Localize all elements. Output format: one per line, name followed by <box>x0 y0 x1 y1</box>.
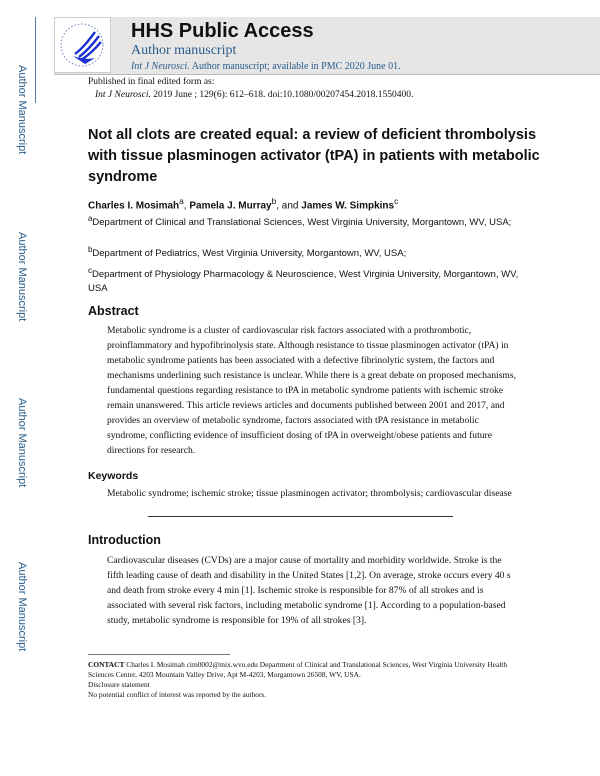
hhs-header <box>54 17 600 75</box>
introduction-text: Cardiovascular diseases (CVDs) are a major cause of mortality and morbidity worldwide. Stroke is the fifth leading cause of death and disability in the United States [1,2]. On average, stroke occurs every 40 s and death from stroke every 4 min [1]. Ischemic stroke is responsible for 87% of all strokes and is associated with several risk factors, including metabolic syndrome [1]. According to a population-based study, metabolic syndrome is responsible for 19% of all strokes [3]. <box>107 555 511 626</box>
aff-text: Department of Physiology Pharmacology & Neuroscience, West Virginia University, Morgantown, WV, USA <box>88 269 519 295</box>
author-sup: c <box>394 196 399 206</box>
sidebar-rule <box>35 17 36 103</box>
availability-text: Author manuscript; available in PMC 2020 June 01. <box>189 61 401 72</box>
author-list <box>88 196 398 211</box>
contact-footnote <box>88 660 528 680</box>
keywords-heading: Keywords <box>88 470 139 482</box>
author-sep: , <box>183 200 190 212</box>
affiliation <box>88 245 528 259</box>
author-name: James W. Simpkins <box>301 200 395 212</box>
author-name: Charles I. Mosimah <box>88 200 180 212</box>
abstract-text: Metabolic syndrome is a cluster of cardiovascular risk factors associated with a prothrombotic, proinflammatory and hypofibrinolysis state. Although resistance to tissue plasminogen activator (tPA) in metabolic syndrome patients has been associated with a defective fibrinolytic system, the factors and mechanisms underlining such resistance is unclear. While there is a great debate on proposed mechanisms, fundamental questions regarding resistance to tPA in metabolic syndrome patients with ischemic stroke remain unanswered. This article reviews articles and documents published between 2001 and 2017, and provides an overview of metabolic syndrome, factors associated with tPA resistance in metabolic syndrome, conflicting evidence of insufficient dosing of tPA in overweight/obese patients and future directions for research. <box>107 325 517 456</box>
sidebar-label: Author Manuscript <box>16 232 28 322</box>
conflict-statement: No potential conflict of interest was reported by the authors. <box>88 690 267 699</box>
author-sup: b <box>271 196 277 206</box>
aff-sup: b <box>88 245 93 254</box>
author-sup: a <box>179 196 184 206</box>
contact-text: Charles I. Mosimah cim0002@mix.wvu.edu Department of Clinical and Translational Sciences, West Virginia University Health Sciences Center, 4203 Mountain Valley Drive, Apt M-4203, Morgantown 26508, WV, USA. <box>88 660 508 679</box>
hhs-eagle-logo-icon <box>54 17 111 73</box>
journal-name: Int J Neurosci. <box>131 61 190 72</box>
manuscript-type: Author manuscript <box>131 43 237 58</box>
aff-sup: a <box>88 214 93 223</box>
keywords-text: Metabolic syndrome; ischemic stroke; tissue plasminogen activator; thrombolysis; cardiovascular disease <box>107 488 512 499</box>
published-label: Published in final edited form as: <box>88 77 215 87</box>
citation-text[interactable]: 2019 June ; 129(6): 612–618. doi:10.1080/00207454.2018.1550400. <box>150 90 414 100</box>
aff-text: Department of Pediatrics, West Virginia University, Morgantown, WV, USA; <box>92 248 407 260</box>
abstract-heading: Abstract <box>88 304 139 318</box>
sidebar-label: Author Manuscript <box>16 65 28 155</box>
contact-label: CONTACT <box>88 660 125 669</box>
footnote-divider <box>88 654 230 655</box>
sidebar-label: Author Manuscript <box>16 398 28 488</box>
aff-text: Department of Clinical and Translational Sciences, West Virginia University, Morgantown, WV, USA; <box>92 217 512 229</box>
affiliation <box>88 264 528 296</box>
author-name: Pamela J. Murray <box>189 200 272 212</box>
availability-line <box>131 61 401 72</box>
aff-sup: c <box>88 266 92 275</box>
sidebar-label: Author Manuscript <box>16 562 28 652</box>
affiliation <box>88 212 528 230</box>
disclosure-heading: Disclosure statement <box>88 680 150 689</box>
citation-journal: Int J Neurosci. <box>95 90 151 100</box>
section-divider <box>148 516 453 517</box>
hhs-title: HHS Public Access <box>131 20 314 42</box>
citation <box>95 90 413 100</box>
introduction-heading: Introduction <box>88 533 161 547</box>
article-title: Not all clots are created equal: a review of deficient thrombolysis with tissue plasminogen activator (tPA) in patients with metabolic syndrome <box>88 127 540 185</box>
author-sep: , and <box>276 200 302 212</box>
